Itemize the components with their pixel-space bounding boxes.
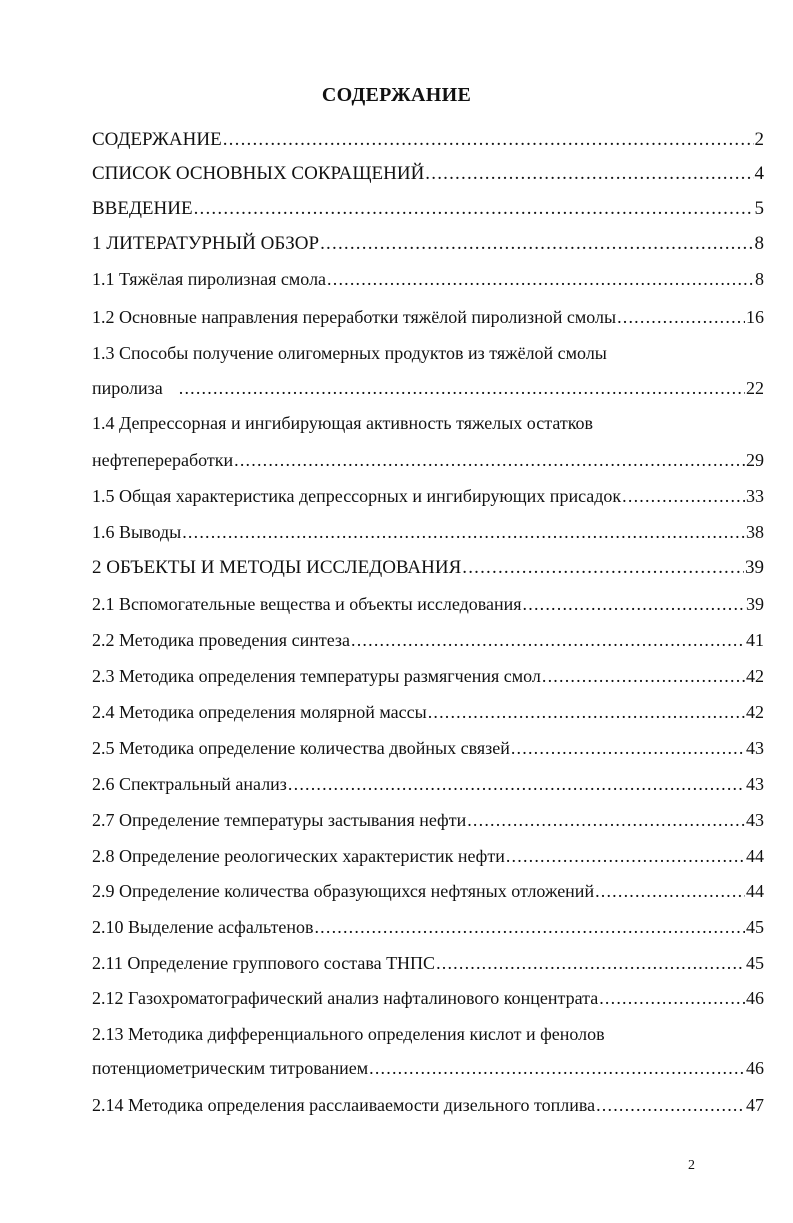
toc-title: 1.1 Тяжёлая пиролизная смола — [92, 269, 327, 289]
toc-title: 1 ЛИТЕРАТУРНЫЙ ОБЗОР — [92, 233, 320, 254]
toc-entry[interactable] — [92, 874, 764, 902]
toc-entry[interactable] — [92, 981, 764, 1009]
toc-entry[interactable] — [92, 157, 764, 185]
toc-title: ВВЕДЕНИЕ — [92, 198, 193, 219]
toc-title: СПИСОК ОСНОВНЫХ СОКРАЩЕНИЙ — [92, 163, 425, 184]
toc-leader — [436, 952, 745, 974]
toc-leader — [425, 163, 753, 185]
toc-page: 43 — [746, 738, 764, 758]
toc-page: 46 — [746, 988, 764, 1008]
toc-entry[interactable] — [92, 262, 764, 290]
toc-title-line1[interactable]: 1.3 Способы получение олигомерных продуктов из тяжёлой смолы — [92, 343, 607, 363]
toc-leader — [428, 701, 745, 723]
toc-entry[interactable] — [92, 839, 764, 867]
toc-page: 46 — [746, 1058, 764, 1078]
toc-page: 47 — [746, 1095, 764, 1115]
toc-entry[interactable] — [92, 192, 764, 220]
toc-leader — [194, 198, 754, 220]
toc-title: 1.6 Выводы — [92, 522, 182, 542]
toc-page: 39 — [745, 557, 764, 578]
toc-page: 2 — [754, 129, 764, 150]
toc-leader — [462, 557, 744, 579]
toc-title: 2.3 Методика определения температуры размягчения смол — [92, 666, 541, 686]
toc-entry[interactable] — [92, 767, 764, 795]
toc-entry[interactable] — [92, 123, 764, 151]
toc-title: 2.10 Выделение асфальтенов — [92, 917, 314, 937]
toc-page: 39 — [746, 594, 764, 614]
toc-entry[interactable] — [92, 227, 764, 255]
toc-leader — [467, 809, 745, 831]
toc-title: 2.7 Определение температуры застывания нефти — [92, 810, 467, 830]
toc-page: 43 — [746, 810, 764, 830]
toc-page: 22 — [746, 378, 764, 398]
toc-leader — [179, 377, 745, 399]
toc-title: 1.5 Общая характеристика депрессорных и ингибирующих присадок — [92, 486, 622, 506]
toc-leader — [223, 129, 754, 151]
toc-title: 2.6 Спектральный анализ — [92, 774, 287, 794]
toc-entry[interactable] — [92, 659, 764, 687]
toc-entry[interactable] — [92, 910, 764, 938]
toc-entry[interactable] — [92, 623, 764, 651]
toc-leader — [369, 1057, 745, 1079]
toc-entry[interactable] — [92, 946, 764, 974]
toc-page: 44 — [746, 881, 764, 901]
toc-leader — [511, 737, 745, 759]
toc-title-line1[interactable]: 1.4 Депрессорная и ингибирующая активность тяжелых остатков — [92, 413, 594, 433]
toc-leader — [327, 268, 754, 290]
toc-leader — [288, 773, 745, 795]
toc-leader — [617, 306, 745, 328]
toc-title: 2 ОБЪЕКТЫ И МЕТОДЫ ИССЛЕДОВАНИЯ — [92, 557, 462, 578]
toc-page: 5 — [754, 198, 764, 219]
toc-title: 2.2 Методика проведения синтеза — [92, 630, 351, 650]
toc-page: 45 — [746, 917, 764, 937]
toc-entry[interactable] — [92, 803, 764, 831]
toc-leader — [234, 449, 745, 471]
toc-page: 8 — [754, 233, 764, 254]
toc-page: 29 — [746, 450, 764, 470]
toc-title: 2.9 Определение количества образующихся нефтяных отложений — [92, 881, 595, 901]
toc-title: потенциометрическим титрованием — [92, 1058, 369, 1078]
toc-entry[interactable] — [92, 695, 764, 723]
toc-title: нефтепереработки — [92, 450, 234, 470]
toc-leader — [320, 233, 753, 255]
toc-entry[interactable] — [92, 1088, 764, 1116]
toc-page: 41 — [746, 630, 764, 650]
toc-entry[interactable] — [92, 515, 764, 543]
toc-page: 42 — [746, 666, 764, 686]
toc-leader — [523, 593, 745, 615]
toc-leader — [542, 665, 745, 687]
toc-title: СОДЕРЖАНИЕ — [92, 129, 222, 150]
toc-entry[interactable] — [92, 1051, 764, 1079]
toc-entry[interactable] — [92, 731, 764, 759]
toc-leader — [314, 916, 745, 938]
toc-page: 4 — [754, 163, 764, 184]
toc-entry[interactable] — [92, 300, 764, 328]
toc-title-line1[interactable]: 2.13 Методика дифференциального определения кислот и фенолов — [92, 1024, 605, 1044]
toc-title: 2.12 Газохроматографический анализ нафталинового концентрата — [92, 988, 599, 1008]
toc-entry[interactable] — [92, 371, 764, 399]
toc-entry[interactable] — [92, 443, 764, 471]
toc-title: 2.5 Методика определение количества двойных связей — [92, 738, 510, 758]
toc-leader — [182, 521, 745, 543]
toc-title: пиролиза — [92, 378, 163, 398]
toc-page: 16 — [746, 307, 764, 327]
toc-title: 2.1 Вспомогательные вещества и объекты исследования — [92, 594, 522, 614]
page-number: 2 — [688, 1158, 695, 1173]
toc-leader — [351, 629, 745, 651]
toc-page: 38 — [746, 522, 764, 542]
page-title: СОДЕРЖАНИЕ — [321, 84, 472, 106]
toc-leader — [506, 845, 745, 867]
toc-title: 2.11 Определение группового состава ТНПС — [92, 953, 436, 973]
toc-title: 2.14 Методика определения расслаиваемости дизельного топлива — [92, 1095, 596, 1115]
toc-entry[interactable] — [92, 551, 764, 579]
toc-title: 1.2 Основные направления переработки тяжёлой пиролизной смолы — [92, 307, 617, 327]
toc-entry[interactable] — [92, 587, 764, 615]
toc-leader — [622, 485, 745, 507]
toc-title: 2.4 Методика определения молярной массы — [92, 702, 427, 722]
toc-entry[interactable] — [92, 479, 764, 507]
toc-page: 42 — [746, 702, 764, 722]
toc-title: 2.8 Определение реологических характеристик нефти — [92, 846, 505, 866]
toc-leader — [595, 880, 745, 902]
toc-page: 44 — [746, 846, 764, 866]
toc-page: 8 — [755, 269, 764, 289]
toc-page: 45 — [746, 953, 764, 973]
toc-leader — [596, 1094, 745, 1116]
toc-page: 33 — [746, 486, 764, 506]
toc-page: 43 — [746, 774, 764, 794]
toc-leader — [599, 987, 745, 1009]
